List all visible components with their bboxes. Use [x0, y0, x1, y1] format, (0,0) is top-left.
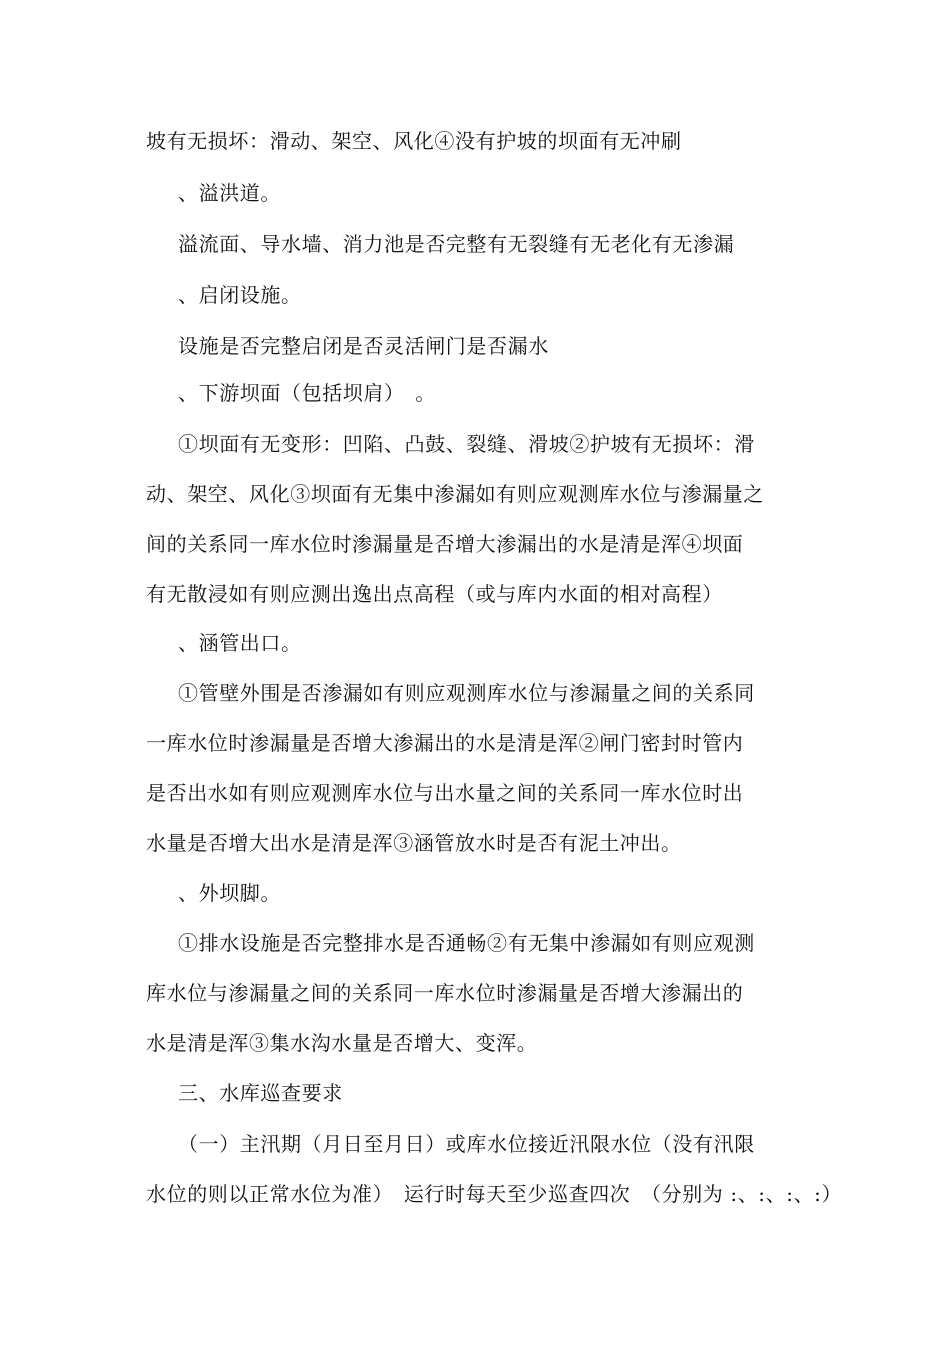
- text-line: 库水位与渗漏量之间的关系同一库水位时渗漏量是否增大渗漏出的: [146, 981, 744, 1005]
- text-line: 设施是否完整启闭是否灵活闸门是否漏水: [178, 334, 549, 358]
- text-line: ①坝面有无变形：凹陷、凸鼓、裂缝、滑坡②护坡有无损坏：滑: [178, 432, 755, 456]
- text-line: 水量是否增大出水是清是浑③涵管放水时是否有泥土冲出。: [146, 831, 682, 855]
- text-line: 是否出水如有则应观测库水位与出水量之间的关系同一库水位时出: [146, 781, 744, 805]
- text-line: ①排水设施是否完整排水是否通畅②有无集中渗漏如有则应观测: [178, 931, 755, 955]
- section-heading-spillway: 、溢洪道。: [178, 181, 281, 205]
- section-heading-patrol-requirements: 三、水库巡查要求: [178, 1081, 343, 1105]
- section-heading-dam-toe: 、外坝脚。: [178, 881, 281, 905]
- text-line: （一）主汛期（月日至月日）或库水位接近汛限水位（没有汛限: [178, 1132, 755, 1156]
- text-line: 动、架空、风化③坝面有无集中渗漏如有则应观测库水位与渗漏量之: [146, 482, 764, 506]
- text-line: 坡有无损坏：滑动、架空、风化④没有护坡的坝面有无冲刷: [146, 129, 682, 153]
- text-line: 溢流面、导水墙、消力池是否完整有无裂缝有无老化有无渗漏: [178, 232, 735, 256]
- text-line: 一库水位时渗漏量是否增大渗漏出的水是清是浑②闸门密封时管内: [146, 731, 744, 755]
- text-line: 水位的则以正常水位为准） 运行时每天至少巡查四次 （分别为 :、:、:、:）: [146, 1182, 843, 1206]
- section-heading-culvert-outlet: 、涵管出口。: [178, 631, 302, 655]
- text-line: ①管壁外围是否渗漏如有则应观测库水位与渗漏量之间的关系同: [178, 681, 755, 705]
- text-line: 间的关系同一库水位时渗漏量是否增大渗漏出的水是清是浑④坝面: [146, 532, 744, 556]
- text-line: 水是清是浑③集水沟水量是否增大、变浑。: [146, 1031, 538, 1055]
- section-heading-downstream-face: 、下游坝面（包括坝肩） 。: [178, 381, 436, 405]
- text-line: 有无散浸如有则应测出逸出点高程（或与库内水面的相对高程）: [146, 582, 723, 606]
- section-heading-gate-facility: 、启闭设施。: [178, 283, 302, 307]
